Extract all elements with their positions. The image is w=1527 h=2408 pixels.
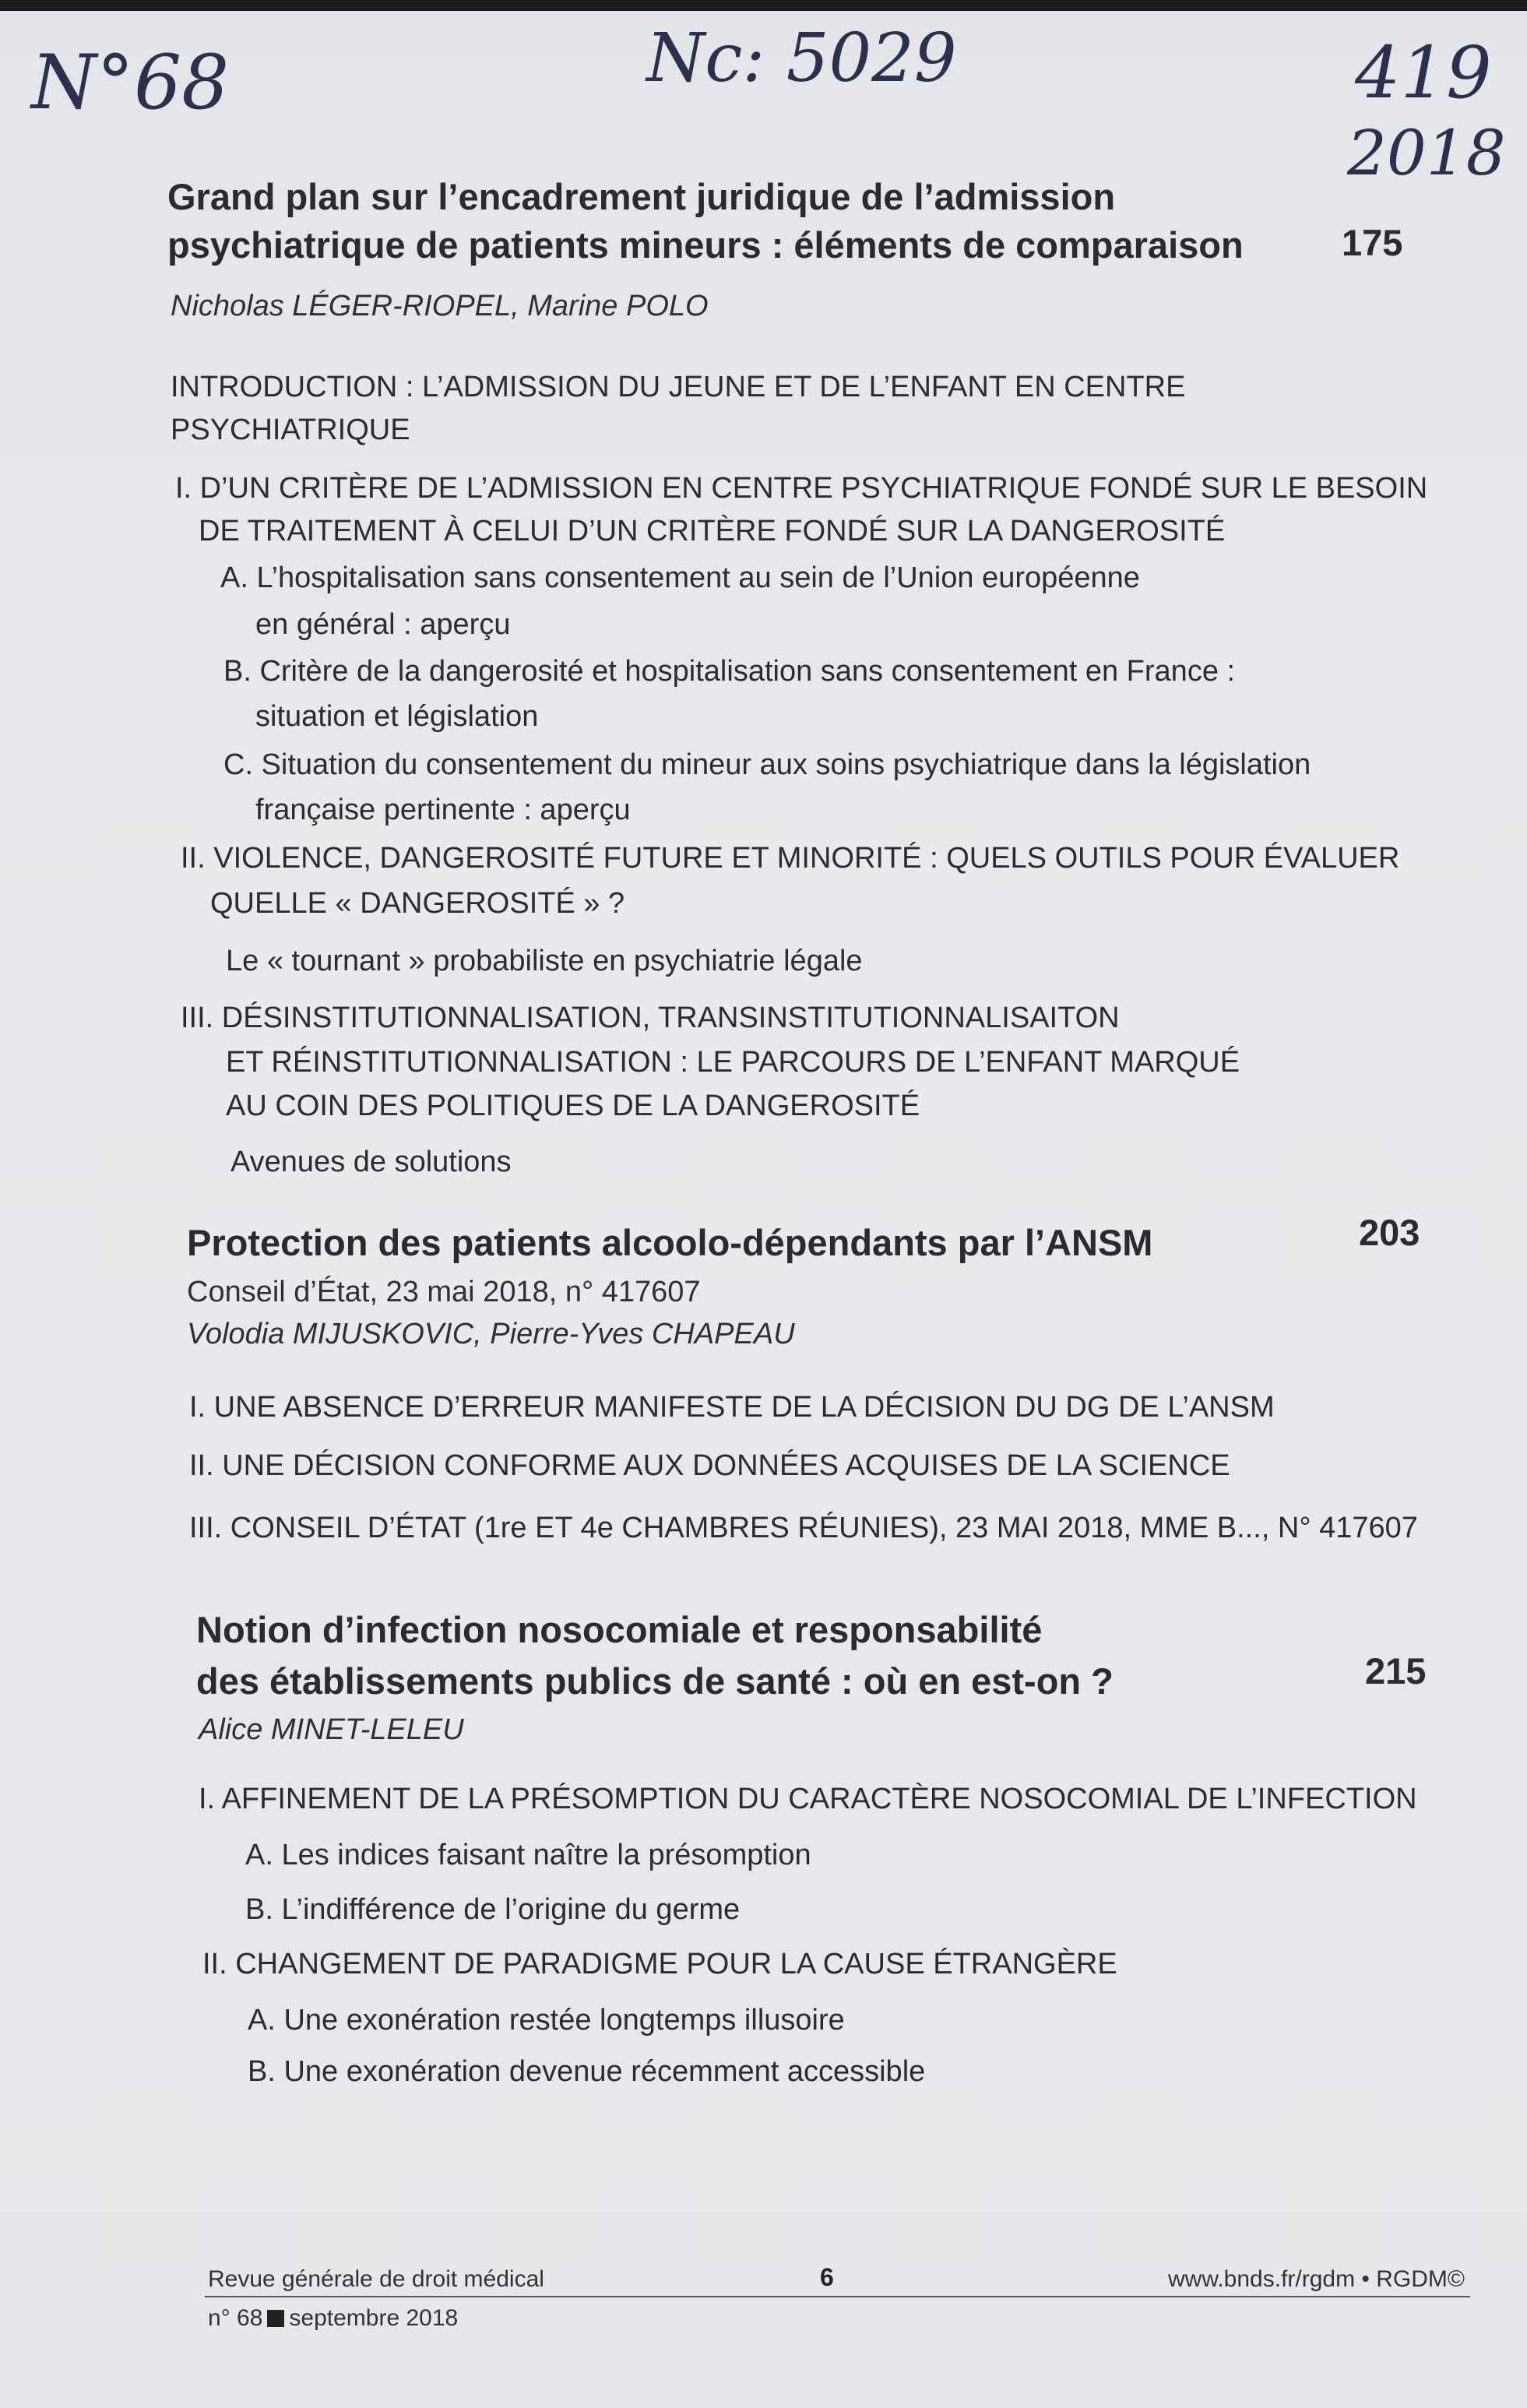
article-authors: Alice MINET-LELEU — [199, 1713, 464, 1746]
footer-rule — [205, 2296, 1470, 2297]
handwritten-issue-mark: N°68 — [31, 39, 230, 126]
toc-entry: II. CHANGEMENT DE PARADIGME POUR LA CAUSE ÉTRANGÈRE — [202, 1948, 1117, 1980]
toc-entry: II. UNE DÉCISION CONFORME AUX DONNÉES ACQUISES DE LA SCIENCE — [189, 1449, 1230, 1482]
article-page-number: 203 — [1359, 1212, 1420, 1253]
toc-entry: situation et législation — [255, 700, 539, 733]
square-bullet-icon — [267, 2310, 284, 2327]
toc-entry: B. Critère de la dangerosité et hospitalisation sans consentement en France : — [223, 655, 1236, 688]
toc-entry: B. L’indifférence de l’origine du germe — [245, 1893, 741, 1926]
toc-entry: QUELLE « DANGEROSITÉ » ? — [210, 887, 625, 920]
toc-entry: AU COIN DES POLITIQUES DE LA DANGEROSITÉ — [226, 1090, 920, 1122]
handwritten-year: 2018 — [1347, 117, 1506, 189]
toc-entry: I. AFFINEMENT DE LA PRÉSOMPTION DU CARACTÈRE NOSOCOMIAL DE L’INFECTION — [199, 1783, 1417, 1815]
article-title: Notion d’infection nosocomiale et responsabilité — [196, 1609, 1043, 1650]
toc-entry: I. UNE ABSENCE D’ERREUR MANIFESTE DE LA DÉCISION DU DG DE L’ANSM — [189, 1391, 1275, 1424]
toc-entry: A. L’hospitalisation sans consentement au sein de l’Union européenne — [220, 562, 1140, 594]
footer-issue — [208, 2305, 458, 2332]
footer-journal: Revue générale de droit médical — [208, 2266, 544, 2292]
article-title: psychiatrique de patients mineurs : éléments de comparaison — [167, 224, 1244, 266]
article-page-number: 215 — [1365, 1650, 1427, 1692]
toc-entry: B. Une exonération devenue récemment accessible — [248, 2055, 926, 2088]
toc-entry: ET RÉINSTITUTIONNALISATION : LE PARCOURS DE L’ENFANT MARQUÉ — [226, 1046, 1240, 1079]
article-title: Protection des patients alcoolo-dépendants par l’ANSM — [187, 1222, 1153, 1263]
toc-entry: Avenues de solutions — [230, 1146, 512, 1178]
footer-website: www.bnds.fr/rgdm • RGDM© — [1168, 2266, 1465, 2292]
footer-page-number: 6 — [820, 2263, 834, 2291]
toc-entry: III. CONSEIL D’ÉTAT (1re ET 4e CHAMBRES RÉUNIES), 23 MAI 2018, MME B..., N° 417607 — [189, 1512, 1418, 1544]
article-authors: Volodia MIJUSKOVIC, Pierre-Yves CHAPEAU — [187, 1318, 795, 1350]
toc-entry: INTRODUCTION : L’ADMISSION DU JEUNE ET DE L’ENFANT EN CENTRE — [171, 371, 1186, 403]
scan-edge — [0, 0, 1527, 11]
footer-issue-date: septembre 2018 — [289, 2305, 459, 2331]
toc-entry: I. D’UN CRITÈRE DE L’ADMISSION EN CENTRE PSYCHIATRIQUE FONDÉ SUR LE BESOIN — [175, 472, 1428, 505]
toc-entry: française pertinente : aperçu — [255, 794, 631, 826]
handwritten-number: 419 — [1355, 31, 1492, 114]
article-title: Grand plan sur l’encadrement juridique de l’admission — [167, 176, 1116, 217]
toc-entry: C. Situation du consentement du mineur aux soins psychiatrique dans la législation — [223, 748, 1311, 781]
article-authors: Nicholas LÉGER-RIOPEL, Marine POLO — [171, 290, 709, 322]
toc-entry: PSYCHIATRIQUE — [171, 414, 410, 446]
toc-entry: DE TRAITEMENT À CELUI D’UN CRITÈRE FONDÉ SUR LA DANGEROSITÉ — [199, 515, 1226, 547]
toc-entry: A. Les indices faisant naître la présomption — [245, 1839, 811, 1871]
toc-entry: II. VIOLENCE, DANGEROSITÉ FUTURE ET MINORITÉ : QUELS OUTILS POUR ÉVALUER — [181, 842, 1400, 875]
handwritten-nc-number: Nc: 5029 — [646, 19, 957, 97]
toc-entry: III. DÉSINSTITUTIONNALISATION, TRANSINSTITUTIONNALISAITON — [181, 1002, 1120, 1034]
toc-entry: A. Une exonération restée longtemps illusoire — [248, 2004, 845, 2037]
article-reference: Conseil d’État, 23 mai 2018, n° 417607 — [187, 1276, 701, 1308]
toc-entry: en général : aperçu — [255, 608, 511, 641]
article-title: des établissements publics de santé : où en est-on ? — [196, 1660, 1114, 1702]
toc-entry: Le « tournant » probabiliste en psychiatrie légale — [226, 945, 863, 977]
article-page-number: 175 — [1342, 222, 1403, 263]
footer-issue-number: n° 68 — [208, 2305, 263, 2331]
